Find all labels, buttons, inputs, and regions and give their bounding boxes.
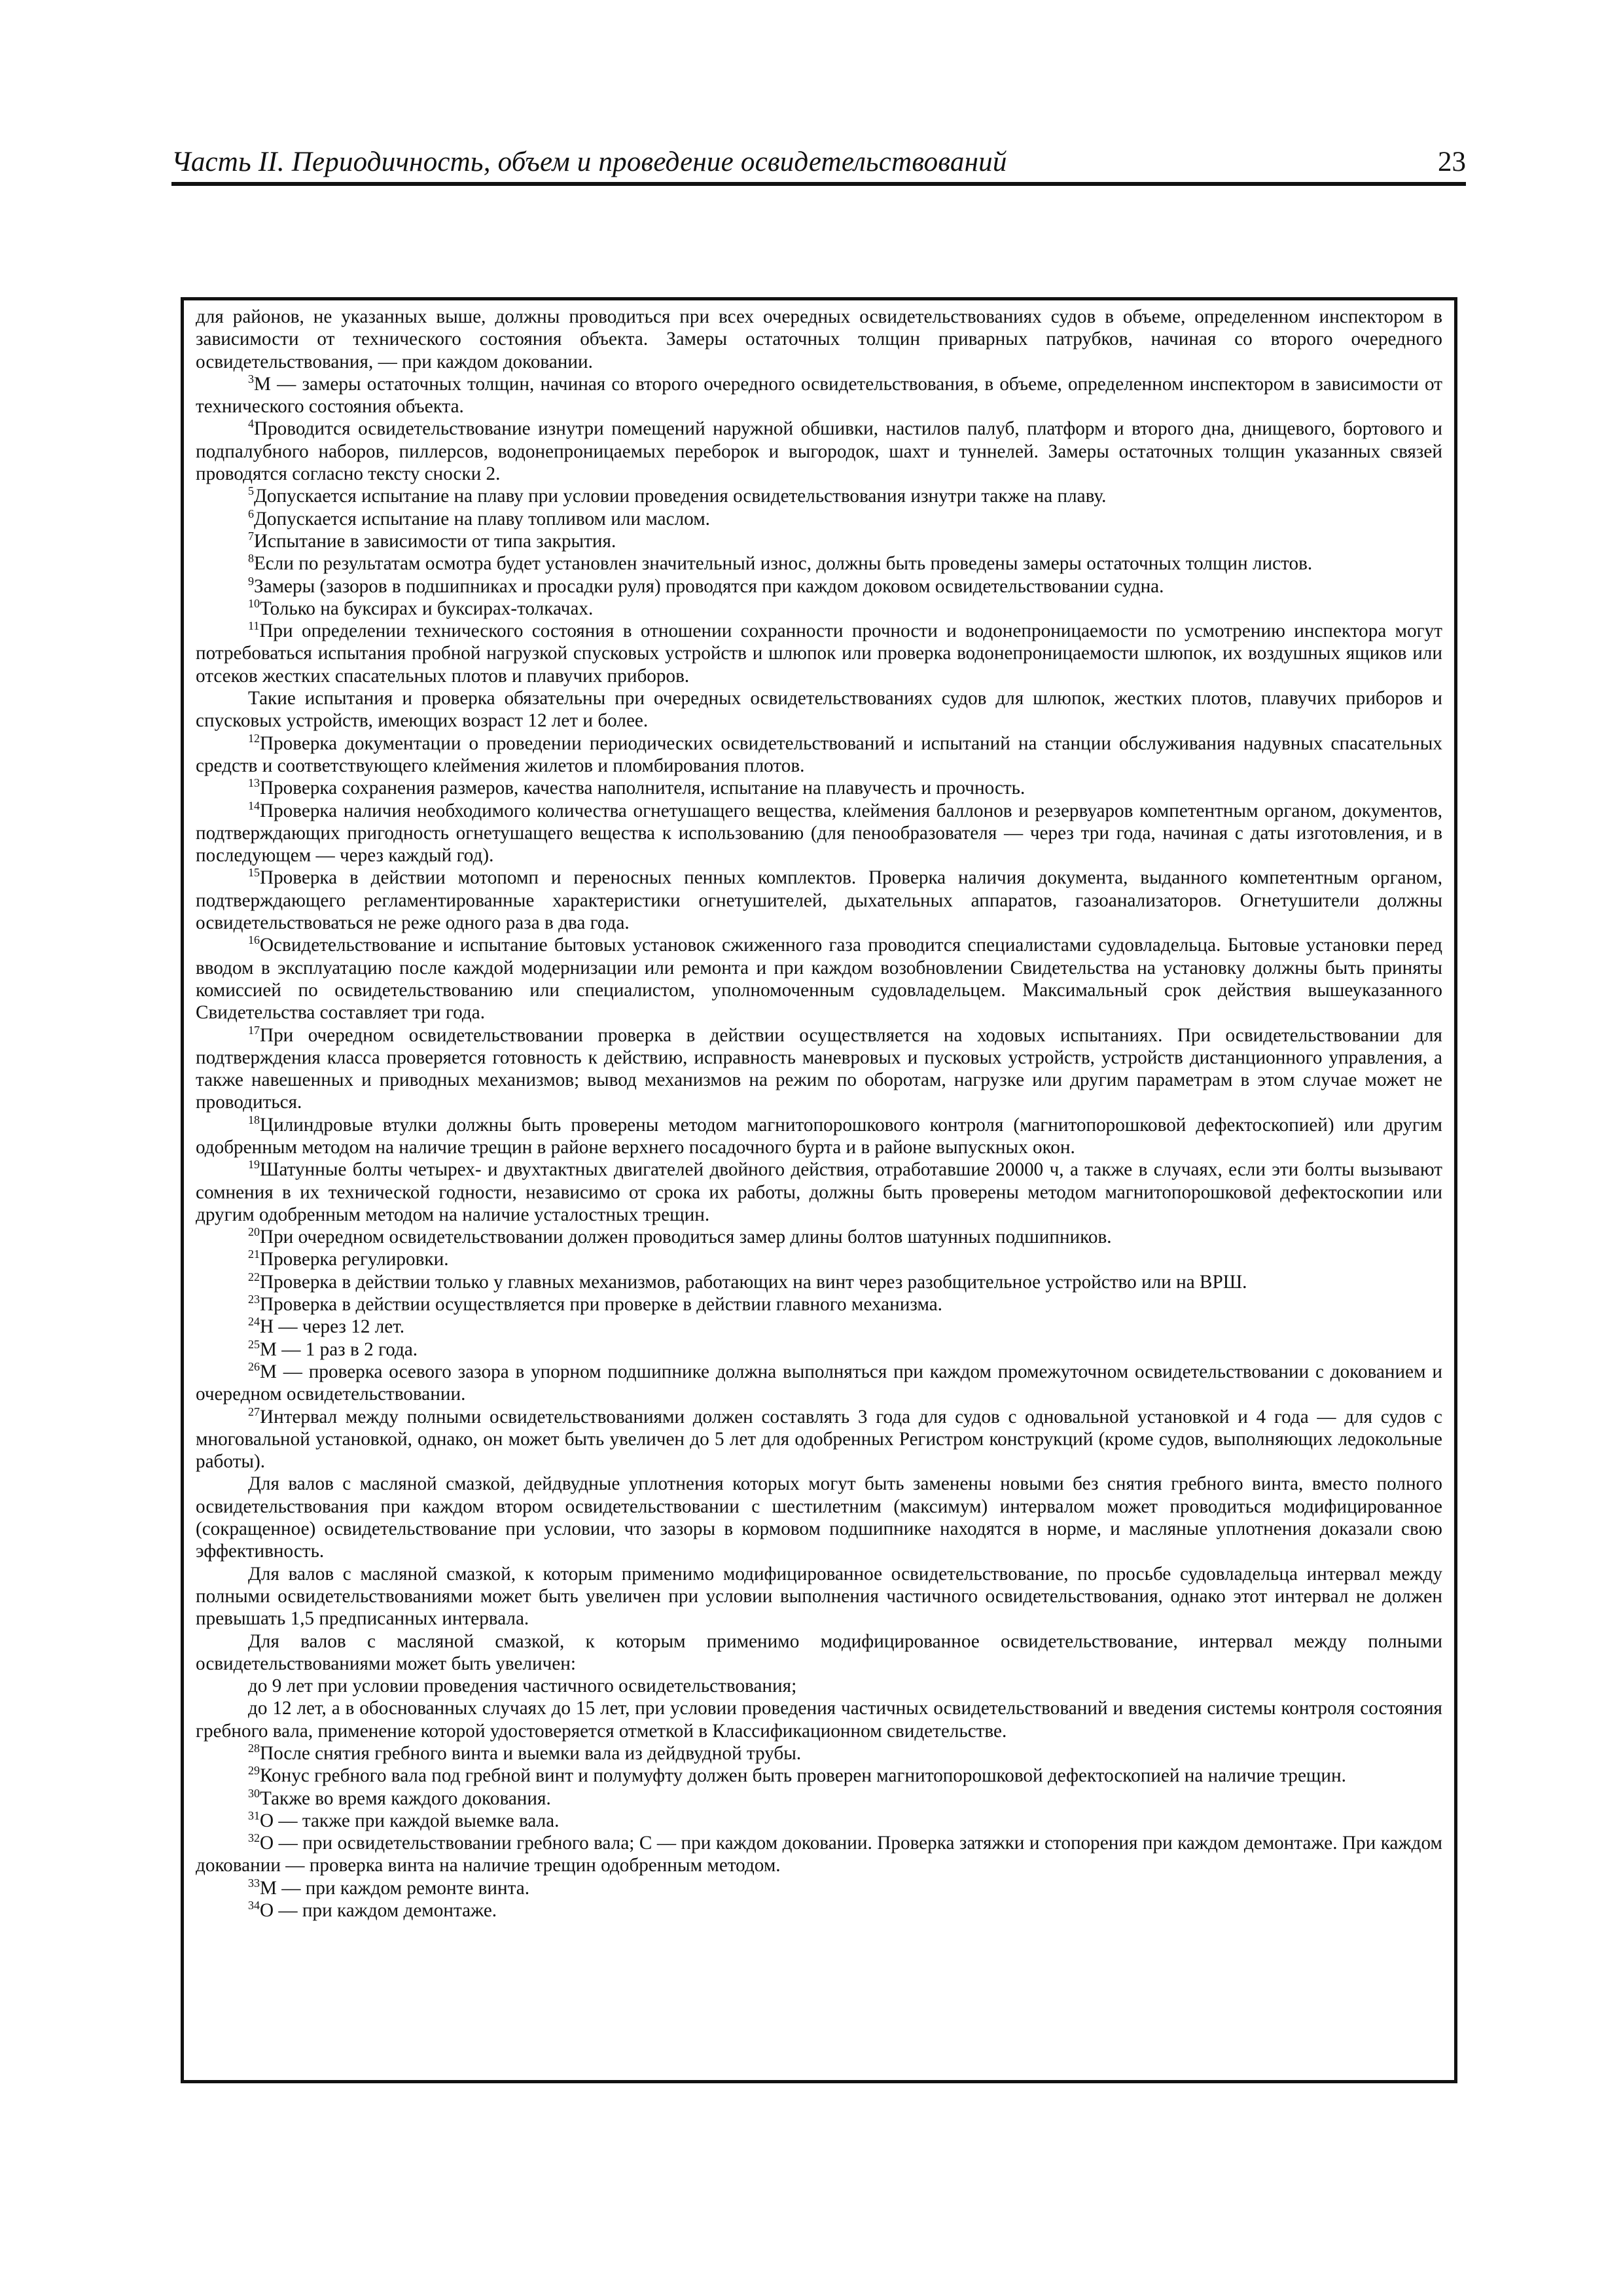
footnote-27 <box>196 1406 1442 1473</box>
footnote-text: Проверка регулировки. <box>260 1249 449 1270</box>
footnote-paragraph <box>196 1563 1442 1630</box>
footnote-text: О — при освидетельствовании гребного вала; С — при каждом доковании. Проверка затяжки и стопорения при каждом демонтаже. При каждом доковании — проверка винта на наличие трещин одобренным методом. <box>196 1833 1442 1876</box>
footnote-26 <box>196 1361 1442 1406</box>
footnote-text: Проверка документации о проведении периодических освидетельствований и испытаний на станции обслуживания надувных спасательных средств и соответствующего клеймения жилетов и пломбирования плотов. <box>196 732 1442 776</box>
footnotes-frame <box>181 297 1457 2083</box>
footnote-marker: 5 <box>248 484 254 498</box>
footnote-10 <box>196 598 1442 620</box>
footnote-text: Для валов с масляной смазкой, к которым применимо модифицированное освидетельствование, интервал между полными освидетельствованиями может быть увеличен: <box>196 1630 1442 1674</box>
footnote-text: М — при каждом ремонте винта. <box>260 1877 530 1899</box>
footnote-17 <box>196 1024 1442 1114</box>
footnote-marker: 31 <box>248 1808 260 1822</box>
footnote-text: Интервал между полными освидетельствованиями должен составлять 3 года для судов с одновальной установкой и 4 года — для судов с многовальной установкой, однако, он может быть увеличен до 5 лет для одобренных Регистром конструкций (кроме судов, выполняющих ледокольные работы). <box>196 1406 1442 1473</box>
footnote-18 <box>196 1114 1442 1159</box>
footnote-paragraph <box>196 1697 1442 1742</box>
footnote-text: до 12 лет, а в обоснованных случаях до 15 лет, при условии проведения частичных освидетельствований и введения системы контроля состояния гребного вала, применение которой удостоверяется отметкой в Классификационном свидетельстве. <box>196 1698 1442 1742</box>
footnote-12 <box>196 732 1442 778</box>
footnote-marker: 20 <box>248 1225 260 1239</box>
footnote-marker: 8 <box>248 552 254 565</box>
footnote-marker: 33 <box>248 1876 260 1890</box>
footnote-text: Для валов с масляной смазкой, дейдвудные уплотнения которых могут быть заменены новыми без снятия гребного винта, вместо полного освидетельствования при каждом втором освидетельствовании с шестилетним (максимум) интервалом может проводиться модифицированное (сокращенное) освидетельствование при условии, что зазоры в кормовом подшипнике находятся в норме, и масляные уплотнения доказали свою эффективность. <box>196 1473 1442 1562</box>
footnote-text: При очередном освидетельствовании проверка в действии осуществляется на ходовых испытаниях. При освидетельствовании для подтверждения класса проверяется готовность к действию, исправность маневровых и пусковых устройств, устройств дистанционного управления, а также навешенных и приводных механизмов; вывод механизмов на режим по оборотам, нагрузке или другим параметрам в этом случае может не проводиться. <box>196 1024 1442 1113</box>
footnote-29 <box>196 1765 1442 1787</box>
footnote-23 <box>196 1293 1442 1316</box>
footnote-marker: 10 <box>248 596 260 610</box>
running-title: Часть II. Периодичность, объем и проведение освидетельствований <box>171 147 1007 177</box>
footnote-text: Замеры (зазоров в подшипниках и просадки руля) проводятся при каждом доковом освидетельствовании судна. <box>254 575 1164 597</box>
footnote-9 <box>196 575 1442 598</box>
footnote-text: Проверка наличия необходимого количества огнетушащего вещества, клеймения баллонов и резервуаров компетентным органом, документов, подтверждающих пригодность огнетушащего вещества к использованию (для пенообразователя — через три года, начиная с даты изготовления, и в последующем — через каждый год). <box>196 800 1442 867</box>
footnote-text: Также во время каждого докования. <box>260 1787 551 1809</box>
footnote-4 <box>196 418 1442 485</box>
footnote-marker: 9 <box>248 574 254 588</box>
footnote-text: При очередном освидетельствовании должен проводиться замер длины болтов шатунных подшипников. <box>260 1227 1112 1248</box>
footnote-marker: 18 <box>248 1113 260 1126</box>
footnote-marker: 32 <box>248 1831 260 1845</box>
footnote-24 <box>196 1316 1442 1338</box>
page-header <box>171 143 1466 186</box>
footnotes-body <box>196 306 1442 1922</box>
footnote-marker: 3 <box>248 372 254 386</box>
footnote-16 <box>196 934 1442 1024</box>
footnote-text: Если по результатам осмотра будет установлен значительный износ, должны быть проведены замеры остаточных толщин листов. <box>254 553 1313 575</box>
footnote-text: О — при каждом демонтаже. <box>260 1900 497 1922</box>
footnote-text: до 9 лет при условии проведения частичного освидетельствования; <box>248 1676 797 1697</box>
footnote-text: Освидетельствование и испытание бытовых установок сжиженного газа проводится специалистами судовладельца. Бытовые установки перед вводом в эксплуатацию после каждой модернизации или ремонта и при каждом возобновлении Свидетельства на установку должны быть приняты комиссией по освидетельствованию или специалистом, уполномоченным судовладельцем. Максимальный срок действия вышеуказанного Свидетельства составляет три года. <box>196 935 1442 1024</box>
footnote-text: М — замеры остаточных толщин, начиная со второго очередного освидетельствования, в объеме, определенном инспектором в зависимости от технического состояния объекта. <box>196 373 1442 418</box>
footnote-20 <box>196 1226 1442 1248</box>
footnote-marker: 34 <box>248 1899 260 1912</box>
footnote-marker: 13 <box>248 776 260 790</box>
footnote-text: При определении технического состояния в отношении сохранности прочности и водонепроницаемости по усмотрению инспектора могут потребоваться испытания пробной нагрузкой спусковых устройств и шлюпок или проверка водонепроницаемости шлюпок, их воздушных ящиков или отсеков жестких спасательных плотов и плавучих приборов. <box>196 620 1442 687</box>
footnote-34 <box>196 1899 1442 1922</box>
footnote-marker: 24 <box>248 1315 260 1329</box>
footnote-text: Проверка в действии мотопомп и переносных пенных комплектов. Проверка наличия документа, выданного компетентным органом, подтверждающего регламентированные характеристики огнетушителей, дыхательных аппаратов, газоанализаторов. Огнетушители должны освидетельствоваться не реже одного раза в два года. <box>196 867 1442 934</box>
page-number: 23 <box>1438 147 1466 177</box>
footnote-13 <box>196 777 1442 799</box>
footnote-14 <box>196 800 1442 867</box>
footnote-text: Допускается испытание на плаву топливом или маслом. <box>254 508 710 529</box>
footnote-text: Проверка в действии только у главных механизмов, работающих на винт через разобщительное устройство или на ВРШ. <box>260 1271 1247 1293</box>
footnote-text: Конус гребного вала под гребной винт и полумуфту должен быть проверен магнитопорошковой дефектоскопией на наличие трещин. <box>260 1765 1346 1787</box>
footnote-25 <box>196 1338 1442 1361</box>
footnote-marker: 11 <box>248 619 260 633</box>
footnote-marker: 28 <box>248 1742 260 1755</box>
footnote-marker: 25 <box>248 1337 260 1351</box>
footnote-text: М — проверка осевого зазора в упорном подшипнике должна выполняться при каждом промежуточном освидетельствовании с докованием и очередном освидетельствовании. <box>196 1361 1442 1405</box>
footnote-7 <box>196 530 1442 552</box>
footnote-text: Проверка сохранения размеров, качества наполнителя, испытание на плавучесть и прочность. <box>260 778 1026 799</box>
footnote-marker: 16 <box>248 933 260 947</box>
footnote-marker: 29 <box>248 1764 260 1778</box>
footnote-paragraph <box>196 306 1442 373</box>
footnote-text: Н — через 12 лет. <box>260 1316 405 1338</box>
footnote-6 <box>196 508 1442 530</box>
footnote-15 <box>196 867 1442 934</box>
footnote-marker: 21 <box>248 1247 260 1261</box>
footnote-marker: 4 <box>248 417 254 431</box>
footnote-text: Шатунные болты четырех- и двухтактных двигателей двойного действия, отработавшие 20000 ч, а также в случаях, если эти болты вызывают сомнения в их технической годности, независимо от срока их работы, должны быть проверены методом магнитопорошковой дефектоскопии или другим одобренным методом на наличие усталостных трещин. <box>196 1159 1442 1225</box>
footnote-paragraph <box>196 1473 1442 1562</box>
footnote-text: Такие испытания и проверка обязательны при очередных освидетельствованиях судов для шлюпок, жестких плотов, плавучих приборов и спусковых устройств, имеющих возраст 12 лет и более. <box>196 688 1442 732</box>
footnote-marker: 30 <box>248 1786 260 1800</box>
footnote-marker: 12 <box>248 731 260 745</box>
footnote-paragraph <box>196 687 1442 732</box>
footnote-marker: 6 <box>248 507 254 520</box>
footnote-31 <box>196 1810 1442 1832</box>
footnote-text: Цилиндровые втулки должны быть проверены методом магнитопорошкового контроля (магнитопорошковой дефектоскопией) или другим одобренным методом на наличие трещин в районе верхнего посадочного бурта и в районе выпускных окон. <box>196 1114 1442 1158</box>
footnote-text: После снятия гребного винта и выемки вала из дейдвудной трубы. <box>260 1743 802 1764</box>
footnote-marker: 27 <box>248 1405 260 1418</box>
footnote-text: М — 1 раз в 2 года. <box>260 1338 418 1360</box>
footnote-32 <box>196 1832 1442 1877</box>
footnote-marker: 7 <box>248 529 254 543</box>
footnote-11 <box>196 620 1442 687</box>
footnote-marker: 15 <box>248 866 260 880</box>
footnote-30 <box>196 1787 1442 1810</box>
footnote-marker: 23 <box>248 1293 260 1306</box>
footnote-text: Для валов с масляной смазкой, к которым применимо модифицированное освидетельствование, по просьбе судовладельца интервал между полными освидетельствованиями может быть увеличен при условии выполнения частичного освидетельствования, однако этот интервал не должен превышать 1,5 предписанных интервала. <box>196 1563 1442 1630</box>
footnote-text: для районов, не указанных выше, должны проводиться при всех очередных освидетельствованиях судов в объеме, определенном инспектором в зависимости от технического состояния объекта. Замеры остаточных толщин приварных патрубков, начиная со второго очередного освидетельствования, — при каждом доковании. <box>196 306 1442 372</box>
footnote-paragraph <box>196 1675 1442 1697</box>
footnote-28 <box>196 1742 1442 1765</box>
footnote-marker: 26 <box>248 1359 260 1373</box>
footnote-33 <box>196 1877 1442 1899</box>
footnote-21 <box>196 1248 1442 1270</box>
footnote-8 <box>196 552 1442 575</box>
footnote-marker: 19 <box>248 1158 260 1172</box>
footnote-marker: 17 <box>248 1023 260 1037</box>
footnote-19 <box>196 1158 1442 1226</box>
footnote-5 <box>196 485 1442 507</box>
footnote-text: Проверка в действии осуществляется при проверке в действии главного механизма. <box>260 1294 942 1316</box>
footnote-text: О — также при каждой выемке вала. <box>260 1810 560 1831</box>
footnote-text: Допускается испытание на плаву при условии проведения освидетельствования изнутри также на плаву. <box>254 486 1107 507</box>
footnote-text: Только на буксирах и буксирах-толкачах. <box>260 598 594 619</box>
footnote-22 <box>196 1271 1442 1293</box>
footnote-3 <box>196 373 1442 418</box>
footnote-text: Проводится освидетельствование изнутри помещений наружной обшивки, настилов палуб, платформ и второго дна, днищевого, бортового и подпалубного наборов, пиллерсов, водонепроницаемых переборок и выгородок, шахт и туннелей. Замеры остаточных толщин указанных связей проводятся согласно тексту сноски 2. <box>196 418 1442 485</box>
footnote-paragraph <box>196 1630 1442 1676</box>
footnote-text: Испытание в зависимости от типа закрытия. <box>254 530 616 552</box>
footnote-marker: 22 <box>248 1270 260 1283</box>
footnote-marker: 14 <box>248 798 260 812</box>
